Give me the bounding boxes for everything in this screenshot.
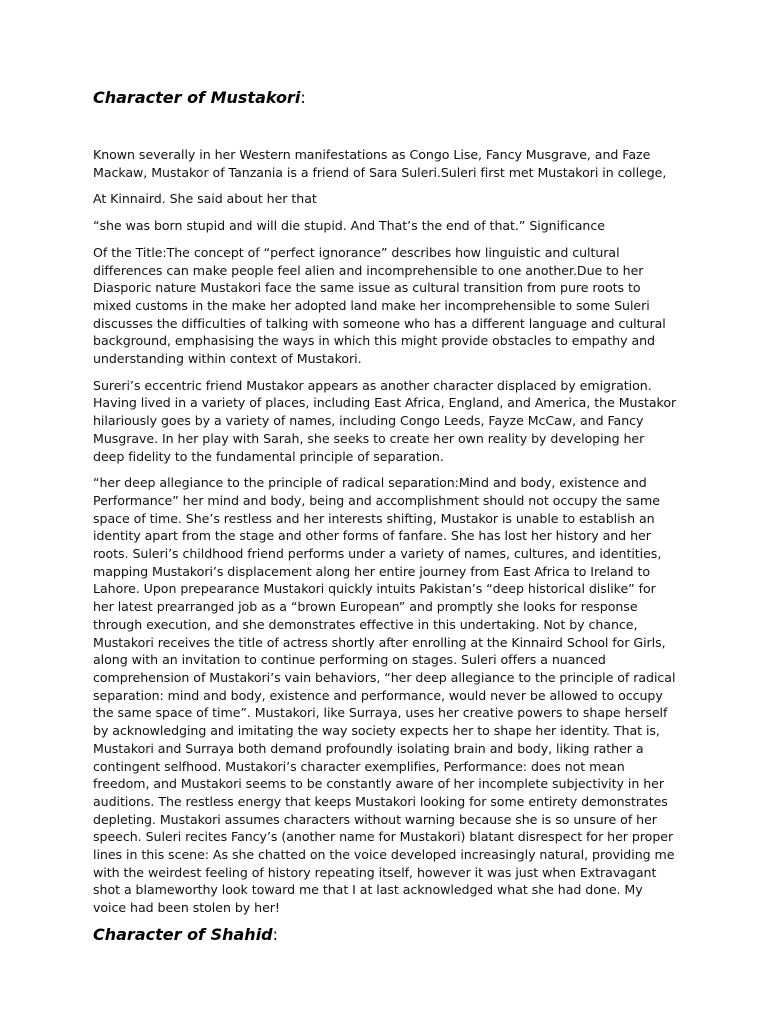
paragraph-radical-separation: “her deep allegiance to the principle of radical separation:Mind and body, existence and Performance” her mind and body, being and accomplishment should not occupy the same space of time. She’s restless and her interests shifting, Mustakor is unable to establish an identity apart from the stage and other forms of fanfare. She has lost her history and her roots. Suleri’s childhood friend performs under a variety of names, cultures, and identities, mapping Mustakori’s displacement along her entire journey from East Africa to Ireland to Lahore. Upon prepearance Mustakori quickly intuits Pakistan’s “deep historical dislike” for her latest prearranged job as a “brown European” and promptly she looks for response through execution, and she demonstrates effective in this undertaking. Not by chance, Mustakori receives the title of actress shortly after enrolling at the Kinnaird School for Girls, along with an invitation to continue performing on stages. Suleri offers a nuanced comprehension of Mustakori’s vain behaviors, “her deep allegiance to the principle of radical separation: mind and body, existence and performance, would never be allowed to occupy the same space of time”. Mustakori, like Surraya, uses her creative powers to shape herself by acknowledging and imitating the way society expects her to shape her identity. That is, Mustakori and Surraya both demand profoundly isolating brain and body, liking rather a contingent selfhood. Mustakori’s character exemplifies, Performance: does not mean freedom, and Mustakori seems to be constantly aware of her incomplete subjectivity in her auditions. The restless energy that keeps Mustakori looking for some entirety demonstrates depleting. Mustakori assumes characters without warning because she is so unsure of her speech. Suleri recites Fancy’s (another name for Mustakori) blatant disrespect for her proper lines in this scene: As she chatted on the voice developed increasingly natural, providing me with the weirdest feeling of history repeating itself, however it was just when Extravagant shot a blameworthy look toward me that I at last acknowledged what she had done. My voice had been stolen by her! bbox=[93, 475, 676, 916]
document-body bbox=[93, 86, 678, 947]
heading-character-of-mustakori bbox=[93, 86, 678, 110]
paragraph-quote: “she was born stupid and will die stupid. And That’s the end of that.” Significance bbox=[93, 218, 605, 234]
heading-text: Character of Shahid bbox=[93, 924, 273, 944]
paragraph-kinnaird: At Kinnaird. She said about her that bbox=[93, 191, 317, 207]
paragraph-intro: Known severally in her Western manifestations as Congo Lise, Fancy Musgrave, and Faze Mackaw, Mustakor of Tanzania is a friend of Sara Suleri.Suleri first met Mustakori in college, bbox=[93, 147, 667, 180]
heading-character-of-shahid bbox=[93, 923, 678, 947]
heading-colon: : bbox=[272, 924, 279, 944]
paragraph-eccentric-friend: Sureri’s eccentric friend Mustakor appears as another character displaced by emigration. Having lived in a variety of places, including East Africa, England, and America, the Mustakor hilariously goes by a variety of names, including Congo Leeds, Fayze McCaw, and Fancy Musgrave. In her play with Sarah, she seeks to create her own reality by developing her deep fidelity to the fundamental principle of separation. bbox=[93, 377, 677, 464]
paragraph-title-significance: Of the Title:The concept of “perfect ignorance” describes how linguistic and cultural differences can make people feel alien and incomprehensible to one another.Due to her Diasporic nature Mustakori face the same issue as cultural transition from pure roots to mixed customs in the make her adopted land make her incomprehensible to some Suleri discusses the difficulties of talking with someone who has a different language and cultural background, emphasising the ways in which this might provide obstacles to empathy and understanding within context of Mustakori. bbox=[93, 244, 666, 367]
heading-colon: : bbox=[300, 88, 306, 107]
heading-text: Character of Mustakori bbox=[93, 88, 301, 107]
